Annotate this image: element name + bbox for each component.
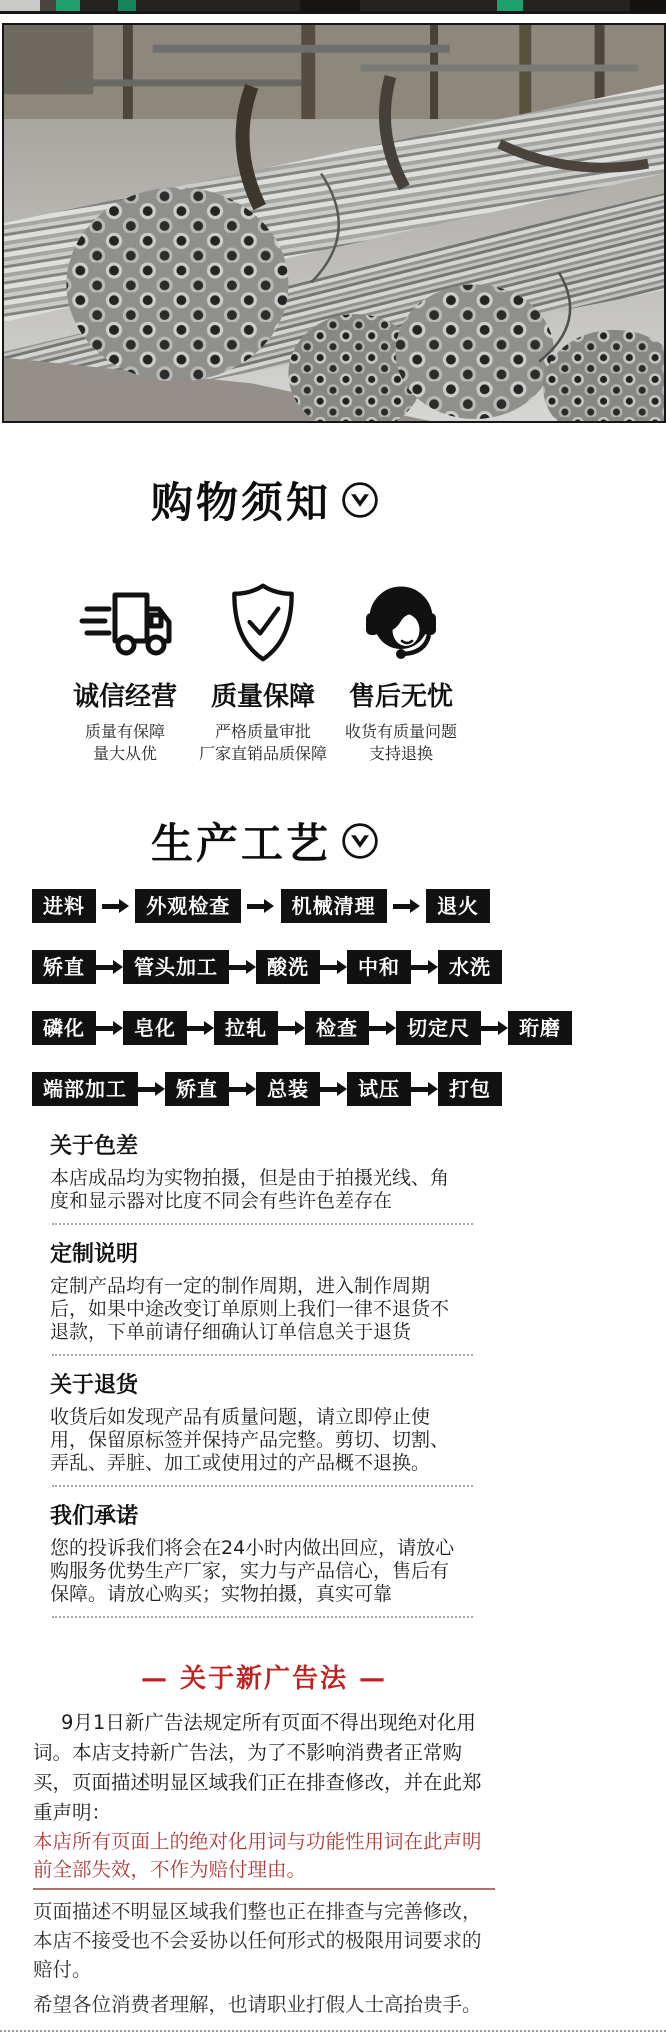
feature-list — [58, 580, 468, 765]
previous-photo-strip — [0, 0, 666, 14]
ad-law-paragraph-3: 希望各位消费者理解，也请职业打假人士高抬贵手。 — [33, 1993, 482, 2016]
process-step: 磷化 — [32, 1011, 96, 1045]
feature-title: 售后无忧 — [348, 682, 453, 712]
feature-desc-line: 量大从优 — [92, 744, 157, 763]
arrow-right-icon — [278, 1026, 296, 1031]
section-color-difference — [50, 1133, 473, 1225]
arrow-right-icon — [187, 1026, 205, 1031]
process-step: 进料 — [32, 889, 96, 923]
feature-desc-line: 质量有保障 — [84, 722, 165, 741]
arrow-right-icon — [320, 965, 338, 970]
shopping-notice-title-text: 购物须知 — [150, 478, 331, 527]
dotted-divider — [52, 1485, 473, 1487]
arrow-right-icon — [481, 1026, 499, 1031]
process-step: 总装 — [256, 1072, 320, 1106]
ad-law-title: — 关于新广告法 — — [140, 1664, 388, 1694]
arrow-right-icon — [138, 1087, 156, 1092]
feature-honest-business — [58, 580, 192, 765]
section-body: 本店成品均为实物拍摄，但是由于拍摄光线、角度和显示器对比度不同会有些许色差存在 — [50, 1167, 450, 1212]
process-step: 矫直 — [32, 950, 96, 984]
shield-check-icon — [196, 580, 330, 664]
arrow-right-icon — [229, 1087, 247, 1092]
process-row-2 — [32, 950, 490, 984]
section-promise — [50, 1503, 473, 1618]
arrow-right-icon — [229, 965, 247, 970]
chevron-down-circle-icon — [341, 822, 379, 860]
process-step: 检查 — [305, 1011, 369, 1045]
process-section-title — [0, 811, 530, 871]
section-heading: 定制说明 — [50, 1242, 139, 1267]
feature-title: 诚信经营 — [72, 682, 177, 712]
ad-law-paragraph-2: 页面描述不明显区域我们整也正在排查与完善修改，本店不接受也不会妥协以任何形式的极限用词要求的赔付。 — [33, 1900, 482, 1981]
process-step: 珩磨 — [508, 1011, 572, 1045]
process-step: 酸洗 — [256, 950, 320, 984]
process-step: 切定尺 — [396, 1011, 481, 1045]
section-body: 您的投诉我们将会在24小时内做出回应，请放心购服务优势生产厂家，实力与产品信心，售后有保障。请放心购买；实物拍摄，真实可靠 — [50, 1537, 455, 1605]
process-step: 机械清理 — [281, 889, 387, 923]
feature-desc — [334, 721, 468, 765]
process-step: 试压 — [347, 1072, 411, 1106]
arrow-right-icon — [102, 904, 120, 909]
process-step: 皂化 — [123, 1011, 187, 1045]
feature-desc-line: 厂家直销品质保障 — [198, 744, 327, 763]
arrow-right-icon — [411, 1087, 429, 1092]
process-step: 端部加工 — [32, 1072, 138, 1106]
process-row-1 — [32, 889, 490, 923]
process-row-4 — [32, 1072, 490, 1106]
shopping-notice-title — [0, 470, 530, 530]
process-step: 管头加工 — [123, 950, 229, 984]
section-body: 定制产品均有一定的制作周期，进入制作周期后，如果中途改变订单原则上我们一律不退货不退款，下单前请仔细确认订单信息关于退货 — [50, 1275, 450, 1343]
dotted-divider — [52, 1616, 473, 1618]
truck-icon — [58, 580, 192, 664]
feature-desc — [58, 721, 192, 765]
ad-law-paragraph-1: 9月1日新广告法规定所有页面不得出现绝对化用词。本店支持新广告法，为了不影响消费者正常购买，页面描述明显区域我们正在排查修改，并在此郑重声明： — [33, 1711, 482, 1824]
process-row-3 — [32, 1011, 561, 1045]
arrow-right-icon — [247, 904, 265, 909]
arrow-right-icon — [320, 1087, 338, 1092]
process-step: 中和 — [347, 950, 411, 984]
feature-title: 质量保障 — [210, 682, 315, 712]
process-step: 矫直 — [165, 1072, 229, 1106]
ad-law-section — [33, 1658, 495, 2018]
feature-after-sales — [334, 580, 468, 765]
arrow-right-icon — [369, 1026, 387, 1031]
feature-quality-guarantee — [196, 580, 330, 765]
headset-agent-icon — [334, 580, 468, 664]
section-returns — [50, 1372, 473, 1487]
process-step: 外观检查 — [135, 889, 241, 923]
arrow-right-icon — [96, 1026, 114, 1031]
feature-desc — [196, 721, 330, 765]
section-body: 收货后如发现产品有质量问题，请立即停止使用，保留原标签并保持产品完整。剪切、切割、弄乱、弄脏、加工或使用过的产品概不退换。 — [50, 1406, 450, 1474]
process-step: 水洗 — [438, 950, 502, 984]
section-heading: 关于退货 — [50, 1373, 139, 1398]
process-step: 退火 — [426, 889, 490, 923]
chevron-down-circle-icon — [341, 481, 379, 519]
feature-desc-line: 收货有质量问题 — [344, 722, 457, 741]
process-title-text: 生产工艺 — [150, 819, 331, 868]
process-step: 打包 — [438, 1072, 502, 1106]
section-heading: 关于色差 — [50, 1134, 139, 1159]
red-divider — [33, 1888, 495, 1890]
arrow-right-icon — [96, 965, 114, 970]
dotted-divider — [52, 1223, 473, 1225]
ad-law-red-statement: 本店所有页面上的绝对化用词与功能性用词在此声明前全部失效，不作为赔付理由。 — [33, 1830, 482, 1881]
process-step: 拉轧 — [214, 1011, 278, 1045]
arrow-right-icon — [411, 965, 429, 970]
dotted-divider — [52, 1354, 473, 1356]
feature-desc-line: 严格质量审批 — [214, 722, 311, 741]
section-heading: 我们承诺 — [50, 1504, 139, 1529]
steel-pipes-photo — [2, 23, 666, 423]
feature-desc-line: 支持退换 — [368, 744, 433, 763]
arrow-right-icon — [393, 904, 411, 909]
section-customization — [50, 1241, 473, 1356]
